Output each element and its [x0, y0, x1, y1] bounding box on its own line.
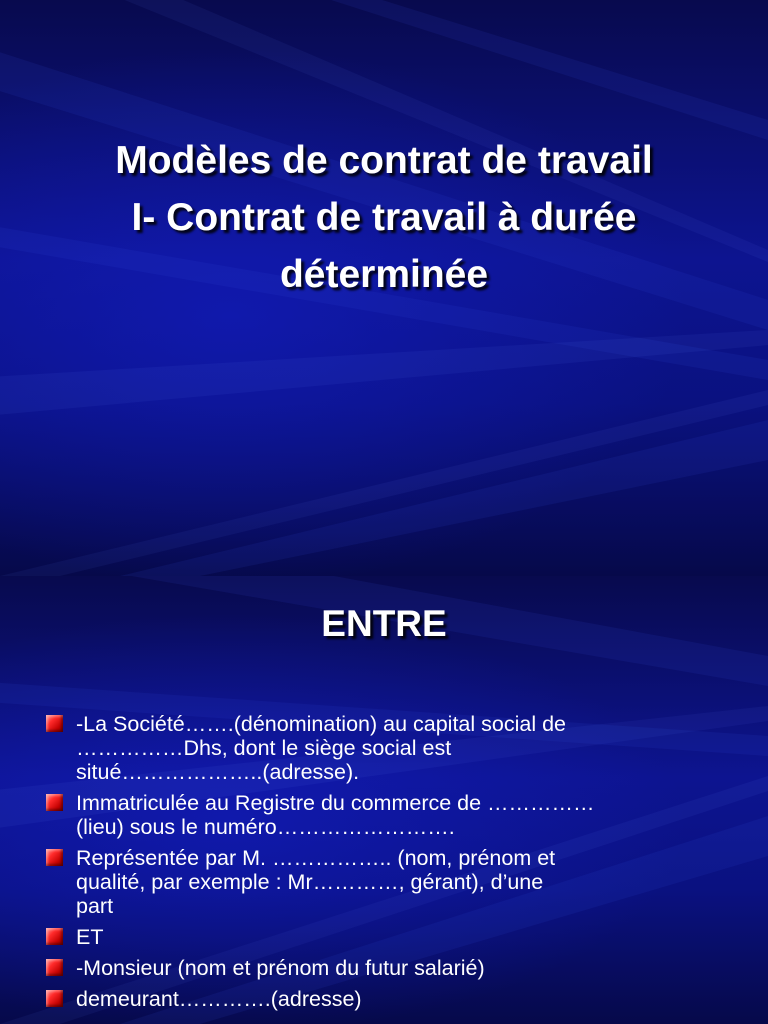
slide-title-text: [0, 132, 768, 303]
bullet-text: Immatriculée au Registre du commerce de …………… (lieu) sous le numéro…………………….: [76, 791, 595, 839]
list-item: [46, 846, 736, 918]
list-item: [46, 791, 736, 839]
square-bullet-icon: [46, 794, 63, 811]
square-bullet-icon: [46, 715, 63, 732]
bullet-text: -Monsieur (nom et prénom du futur salarié): [76, 956, 485, 980]
list-item: [46, 712, 736, 784]
list-item: [46, 956, 736, 980]
bullet-text: demeurant………….(adresse): [76, 987, 362, 1011]
bullet-list: [46, 712, 736, 1018]
title-line-3: déterminée: [279, 253, 489, 296]
title-line-1: Modèles de contrat de travail: [115, 139, 653, 182]
square-bullet-icon: [46, 928, 63, 945]
bullet-text: -La Société…….(dénomination) au capital social de ……………Dhs, dont le siège social est situé………………..(adresse).: [76, 712, 566, 784]
section-heading: ENTRE: [321, 603, 447, 644]
bullet-text: ET: [76, 925, 104, 949]
list-item: [46, 987, 736, 1011]
title-line-2: I- Contrat de travail à durée: [131, 196, 637, 239]
square-bullet-icon: [46, 849, 63, 866]
bullet-text: Représentée par M. …………….. (nom, prénom et qualité, par exemple : Mr…………, gérant), d’une part: [76, 846, 556, 918]
slide-content: [0, 576, 768, 1024]
square-bullet-icon: [46, 990, 63, 1007]
square-bullet-icon: [46, 959, 63, 976]
list-item: [46, 925, 736, 949]
